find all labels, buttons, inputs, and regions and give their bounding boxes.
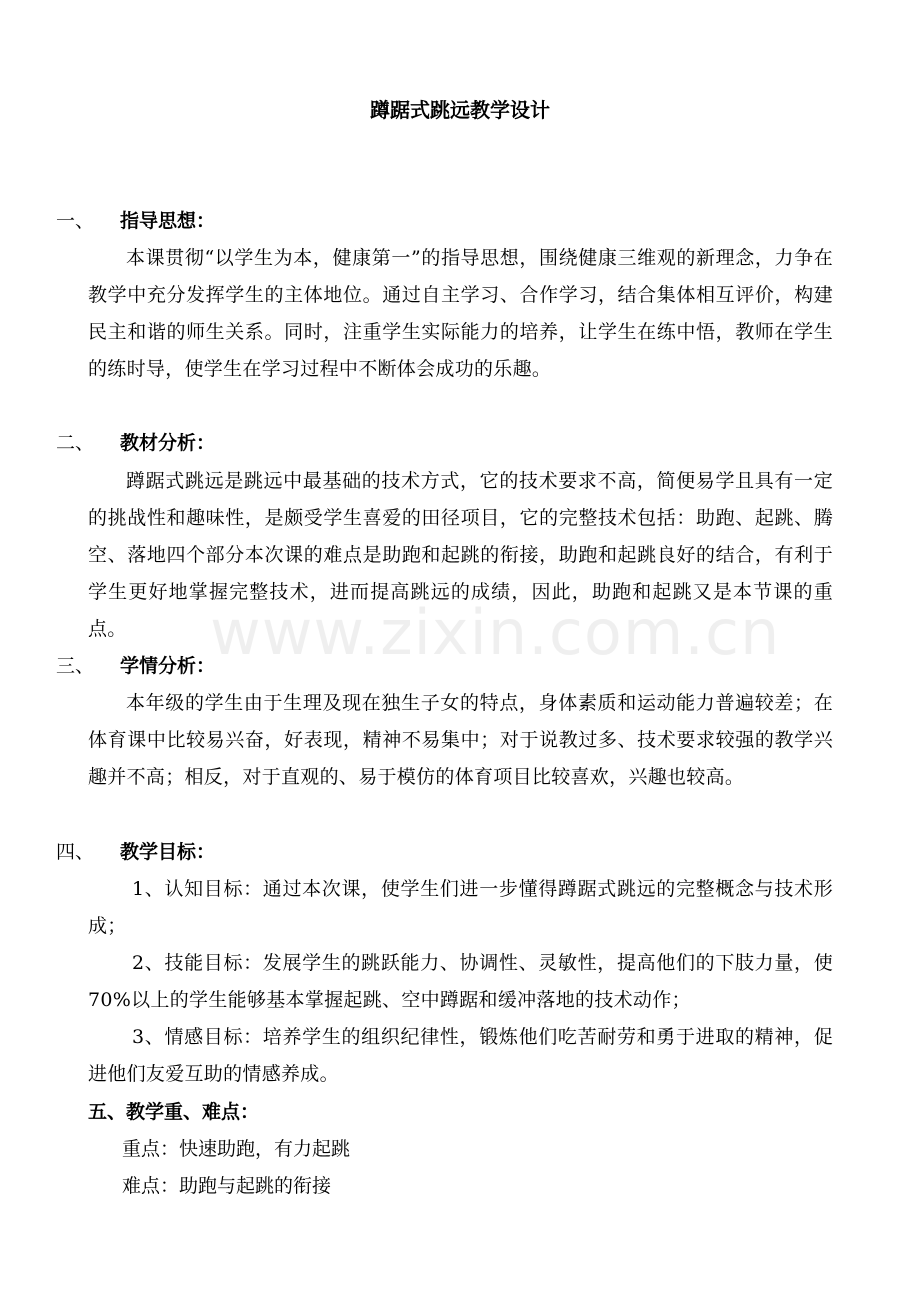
difficulty-point: 难点：助跑与起跳的衔接: [122, 1175, 332, 1197]
section-2-paragraph: 蹲踞式跳远是跳远中最基础的技术方式，它的技术要求不高，简便易学且具有一定的挑战性和趣味性，是颇受学生喜爱的田径项目，它的完整技术包括：助跑、起跳、腾空、落地四个部分本次课的难点是助跑和起跳的衔接，助跑和起跳良好的结合，有利于学生更好地掌握完整技术，进而提高跳远的成绩，因此，助跑和起跳又是本节课的重点。: [88, 470, 833, 640]
section-heading-4: [56, 837, 215, 867]
section-title: 教材分析：: [120, 432, 216, 454]
objective-cognitive: 1、认知目标：通过本次课，使学生们进一步懂得蹲踞式跳远的完整概念与技术形成；: [88, 878, 833, 937]
section-heading-2: [56, 428, 215, 458]
section-number: 二、: [56, 432, 95, 454]
section-heading-1: [56, 206, 215, 236]
section-title: 指导思想：: [120, 210, 216, 232]
section-title: 学情分析：: [120, 655, 216, 677]
watermark: www.zixin.com.cn: [210, 596, 781, 669]
document-title: 蹲踞式跳远教学设计: [370, 98, 550, 122]
section-heading-3: [56, 651, 215, 681]
section-number: 一、: [56, 210, 95, 232]
section-number: 三、: [56, 655, 95, 677]
section-title: 教学目标：: [120, 841, 216, 863]
section-number: 四、: [56, 841, 95, 863]
key-point: 重点：快速助跑，有力起跳: [122, 1138, 351, 1160]
objective-skill: 2、技能目标：发展学生的跳跃能力、协调性、灵敏性，提高他们的下肢力量，使 70%以上的学生能够基本掌握起跳、空中蹲踞和缓冲落地的技术动作；: [88, 952, 833, 1011]
section-3-paragraph: 本年级的学生由于生理及现在独生子女的特点，身体素质和运动能力普遍较差；在体育课中比较易兴奋，好表现，精神不易集中；对于说教过多、技术要求较强的教学兴趣并不高；相反，对于直观的、易于模仿的体育项目比较喜欢，兴趣也较高。: [88, 692, 833, 788]
objective-affective: 3、情感目标：培养学生的组织纪律性，锻炼他们吃苦耐劳和勇于进取的精神，促进他们友爱互助的情感养成。: [88, 1026, 833, 1085]
section-1-paragraph: 本课贯彻“以学生为本，健康第一”的指导思想，围绕健康三维观的新理念，力争在教学中充分发挥学生的主体地位。通过自主学习、合作学习，结合集体相互评价，构建民主和谐的师生关系。同时，注重学生实际能力的培养，让学生在练中悟，教师在学生的练时导，使学生在学习过程中不断体会成功的乐趣。: [88, 247, 833, 380]
section-heading-5: 五、教学重、难点：: [88, 1101, 260, 1123]
